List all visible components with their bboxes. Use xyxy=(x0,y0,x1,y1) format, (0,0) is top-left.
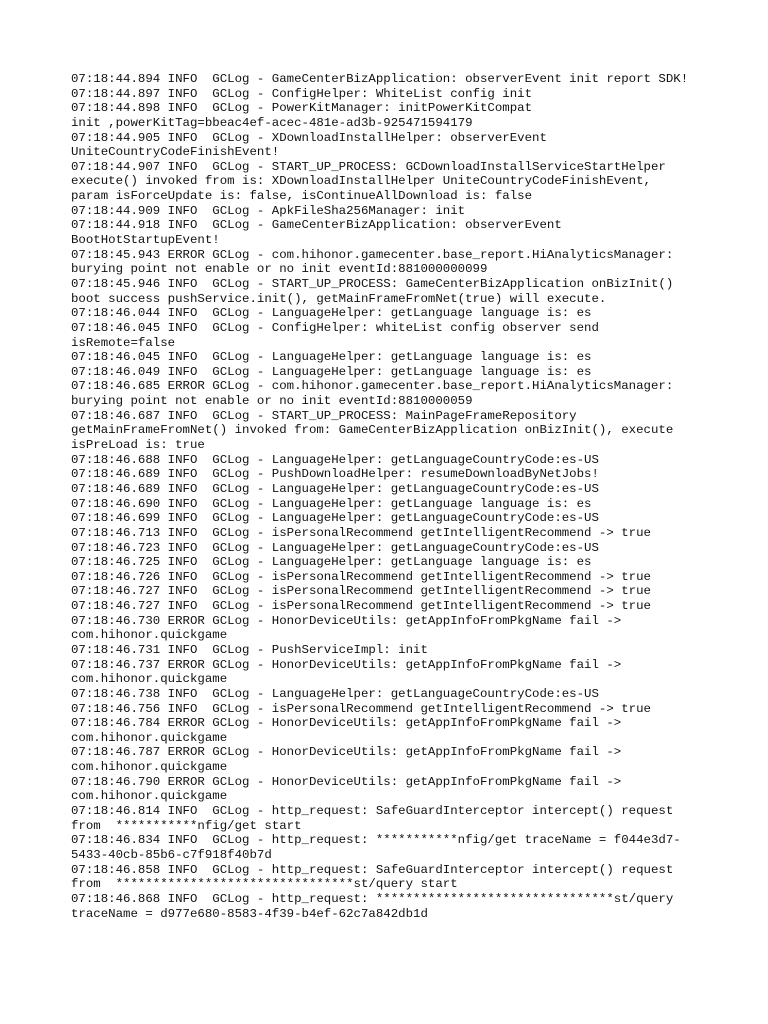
log-line: com.hihonor.quickgame xyxy=(71,760,228,775)
log-line: isRemote=false xyxy=(71,335,176,350)
log-line: 07:18:46.868 INFO GCLog - http_request: ********************************st/query xyxy=(71,891,674,906)
log-line: 07:18:46.738 INFO GCLog - LanguageHelper: getLanguageCountryCode:es-US xyxy=(71,686,599,701)
log-line: param isForceUpdate is: false, isContinueAllDownload is: false xyxy=(71,189,533,204)
log-line: 07:18:46.858 INFO GCLog - http_request: SafeGuardInterceptor intercept() request xyxy=(71,862,674,877)
log-line: burying point not enable or no init eventId:8810000059 xyxy=(71,394,473,409)
log-line: 07:18:46.725 INFO GCLog - LanguageHelper: getLanguage language is: es xyxy=(71,555,592,570)
log-line: 07:18:46.814 INFO GCLog - http_request: SafeGuardInterceptor intercept() request xyxy=(71,804,674,819)
log-line: 07:18:46.044 INFO GCLog - LanguageHelper: getLanguage language is: es xyxy=(71,306,592,321)
log-line: 07:18:45.943 ERROR GCLog - com.hihonor.gamecenter.base_report.HiAnalyticsManager: xyxy=(71,247,674,262)
log-line: 07:18:46.049 INFO GCLog - LanguageHelper: getLanguage language is: es xyxy=(71,364,592,379)
log-line: 07:18:46.727 INFO GCLog - isPersonalRecommend getIntelligentRecommend -> true xyxy=(71,584,651,599)
log-line: 07:18:46.685 ERROR GCLog - com.hihonor.gamecenter.base_report.HiAnalyticsManager: xyxy=(71,379,674,394)
log-line: 07:18:46.727 INFO GCLog - isPersonalRecommend getIntelligentRecommend -> true xyxy=(71,599,651,614)
log-line: 07:18:46.689 INFO GCLog - PushDownloadHelper: resumeDownloadByNetJobs! xyxy=(71,467,599,482)
log-line: 07:18:46.699 INFO GCLog - LanguageHelper: getLanguageCountryCode:es-US xyxy=(71,511,599,526)
log-line: 07:18:44.918 INFO GCLog - GameCenterBizApplication: observerEvent xyxy=(71,218,562,233)
log-text-block xyxy=(71,72,711,921)
log-line: 07:18:46.045 INFO GCLog - ConfigHelper: whiteList config observer send xyxy=(71,320,599,335)
log-line: 07:18:46.790 ERROR GCLog - HonorDeviceUtils: getAppInfoFromPkgName fail -> xyxy=(71,774,622,789)
log-line: BootHotStartupEvent! xyxy=(71,233,220,248)
log-line: com.hihonor.quickgame xyxy=(71,789,228,804)
log-line: 07:18:46.730 ERROR GCLog - HonorDeviceUtils: getAppInfoFromPkgName fail -> xyxy=(71,613,622,628)
log-line: com.hihonor.quickgame xyxy=(71,672,228,687)
log-line: 07:18:44.905 INFO GCLog - XDownloadInstallHelper: observerEvent xyxy=(71,130,547,145)
log-line: init ,powerKitTag=bbeac4ef-acec-481e-ad3b-925471594179 xyxy=(71,115,473,130)
log-line: 07:18:44.898 INFO GCLog - PowerKitManager: initPowerKitCompat xyxy=(71,101,533,116)
log-line: 07:18:46.688 INFO GCLog - LanguageHelper: getLanguageCountryCode:es-US xyxy=(71,452,599,467)
log-line: 07:18:46.784 ERROR GCLog - HonorDeviceUtils: getAppInfoFromPkgName fail -> xyxy=(71,716,622,731)
log-line: traceName = d977e680-8583-4f39-b4ef-62c7a842db1d xyxy=(71,906,428,921)
log-line: 07:18:45.946 INFO GCLog - START_UP_PROCESS: GameCenterBizApplication onBizInit() xyxy=(71,276,674,291)
log-line: 5433-40cb-85b6-c7f918f40b7d xyxy=(71,847,272,862)
log-line: 07:18:44.907 INFO GCLog - START_UP_PROCESS: GCDownloadInstallServiceStartHelper xyxy=(71,159,666,174)
log-line: 07:18:46.834 INFO GCLog - http_request: ***********nfig/get traceName = f044e3d7- xyxy=(71,833,681,848)
log-line: 07:18:46.723 INFO GCLog - LanguageHelper: getLanguageCountryCode:es-US xyxy=(71,540,599,555)
log-line: UniteCountryCodeFinishEvent! xyxy=(71,145,280,160)
log-line: 07:18:46.737 ERROR GCLog - HonorDeviceUtils: getAppInfoFromPkgName fail -> xyxy=(71,657,622,672)
log-line: isPreLoad is: true xyxy=(71,438,205,453)
log-line: 07:18:46.713 INFO GCLog - isPersonalRecommend getIntelligentRecommend -> true xyxy=(71,525,651,540)
log-line: 07:18:44.897 INFO GCLog - ConfigHelper: WhiteList config init xyxy=(71,86,533,101)
log-line: from ********************************st/query start xyxy=(71,877,458,892)
log-line: 07:18:44.909 INFO GCLog - ApkFileSha256Manager: init xyxy=(71,203,466,218)
log-line: boot success pushService.init(), getMainFrameFromNet(true) will execute. xyxy=(71,291,607,306)
log-line: 07:18:46.726 INFO GCLog - isPersonalRecommend getIntelligentRecommend -> true xyxy=(71,569,651,584)
log-line: com.hihonor.quickgame xyxy=(71,730,228,745)
log-line: 07:18:44.894 INFO GCLog - GameCenterBizApplication: observerEvent init report SDK! xyxy=(71,72,689,86)
log-line: 07:18:46.756 INFO GCLog - isPersonalRecommend getIntelligentRecommend -> true xyxy=(71,701,651,716)
log-line: 07:18:46.687 INFO GCLog - START_UP_PROCESS: MainPageFrameRepository xyxy=(71,408,577,423)
log-line: 07:18:46.787 ERROR GCLog - HonorDeviceUtils: getAppInfoFromPkgName fail -> xyxy=(71,745,622,760)
log-line: 07:18:46.731 INFO GCLog - PushServiceImpl: init xyxy=(71,642,428,657)
log-line: getMainFrameFromNet() invoked from: GameCenterBizApplication onBizInit(), execute xyxy=(71,423,674,438)
log-line: 07:18:46.689 INFO GCLog - LanguageHelper: getLanguageCountryCode:es-US xyxy=(71,481,599,496)
log-line: com.hihonor.quickgame xyxy=(71,628,228,643)
log-line: from ***********nfig/get start xyxy=(71,818,302,833)
log-line: 07:18:46.045 INFO GCLog - LanguageHelper: getLanguage language is: es xyxy=(71,350,592,365)
log-line: 07:18:46.690 INFO GCLog - LanguageHelper: getLanguage language is: es xyxy=(71,496,592,511)
log-line: burying point not enable or no init eventId:881000000099 xyxy=(71,262,488,277)
log-line: execute() invoked from is: XDownloadInstallHelper UniteCountryCodeFinishEvent, xyxy=(71,174,651,189)
